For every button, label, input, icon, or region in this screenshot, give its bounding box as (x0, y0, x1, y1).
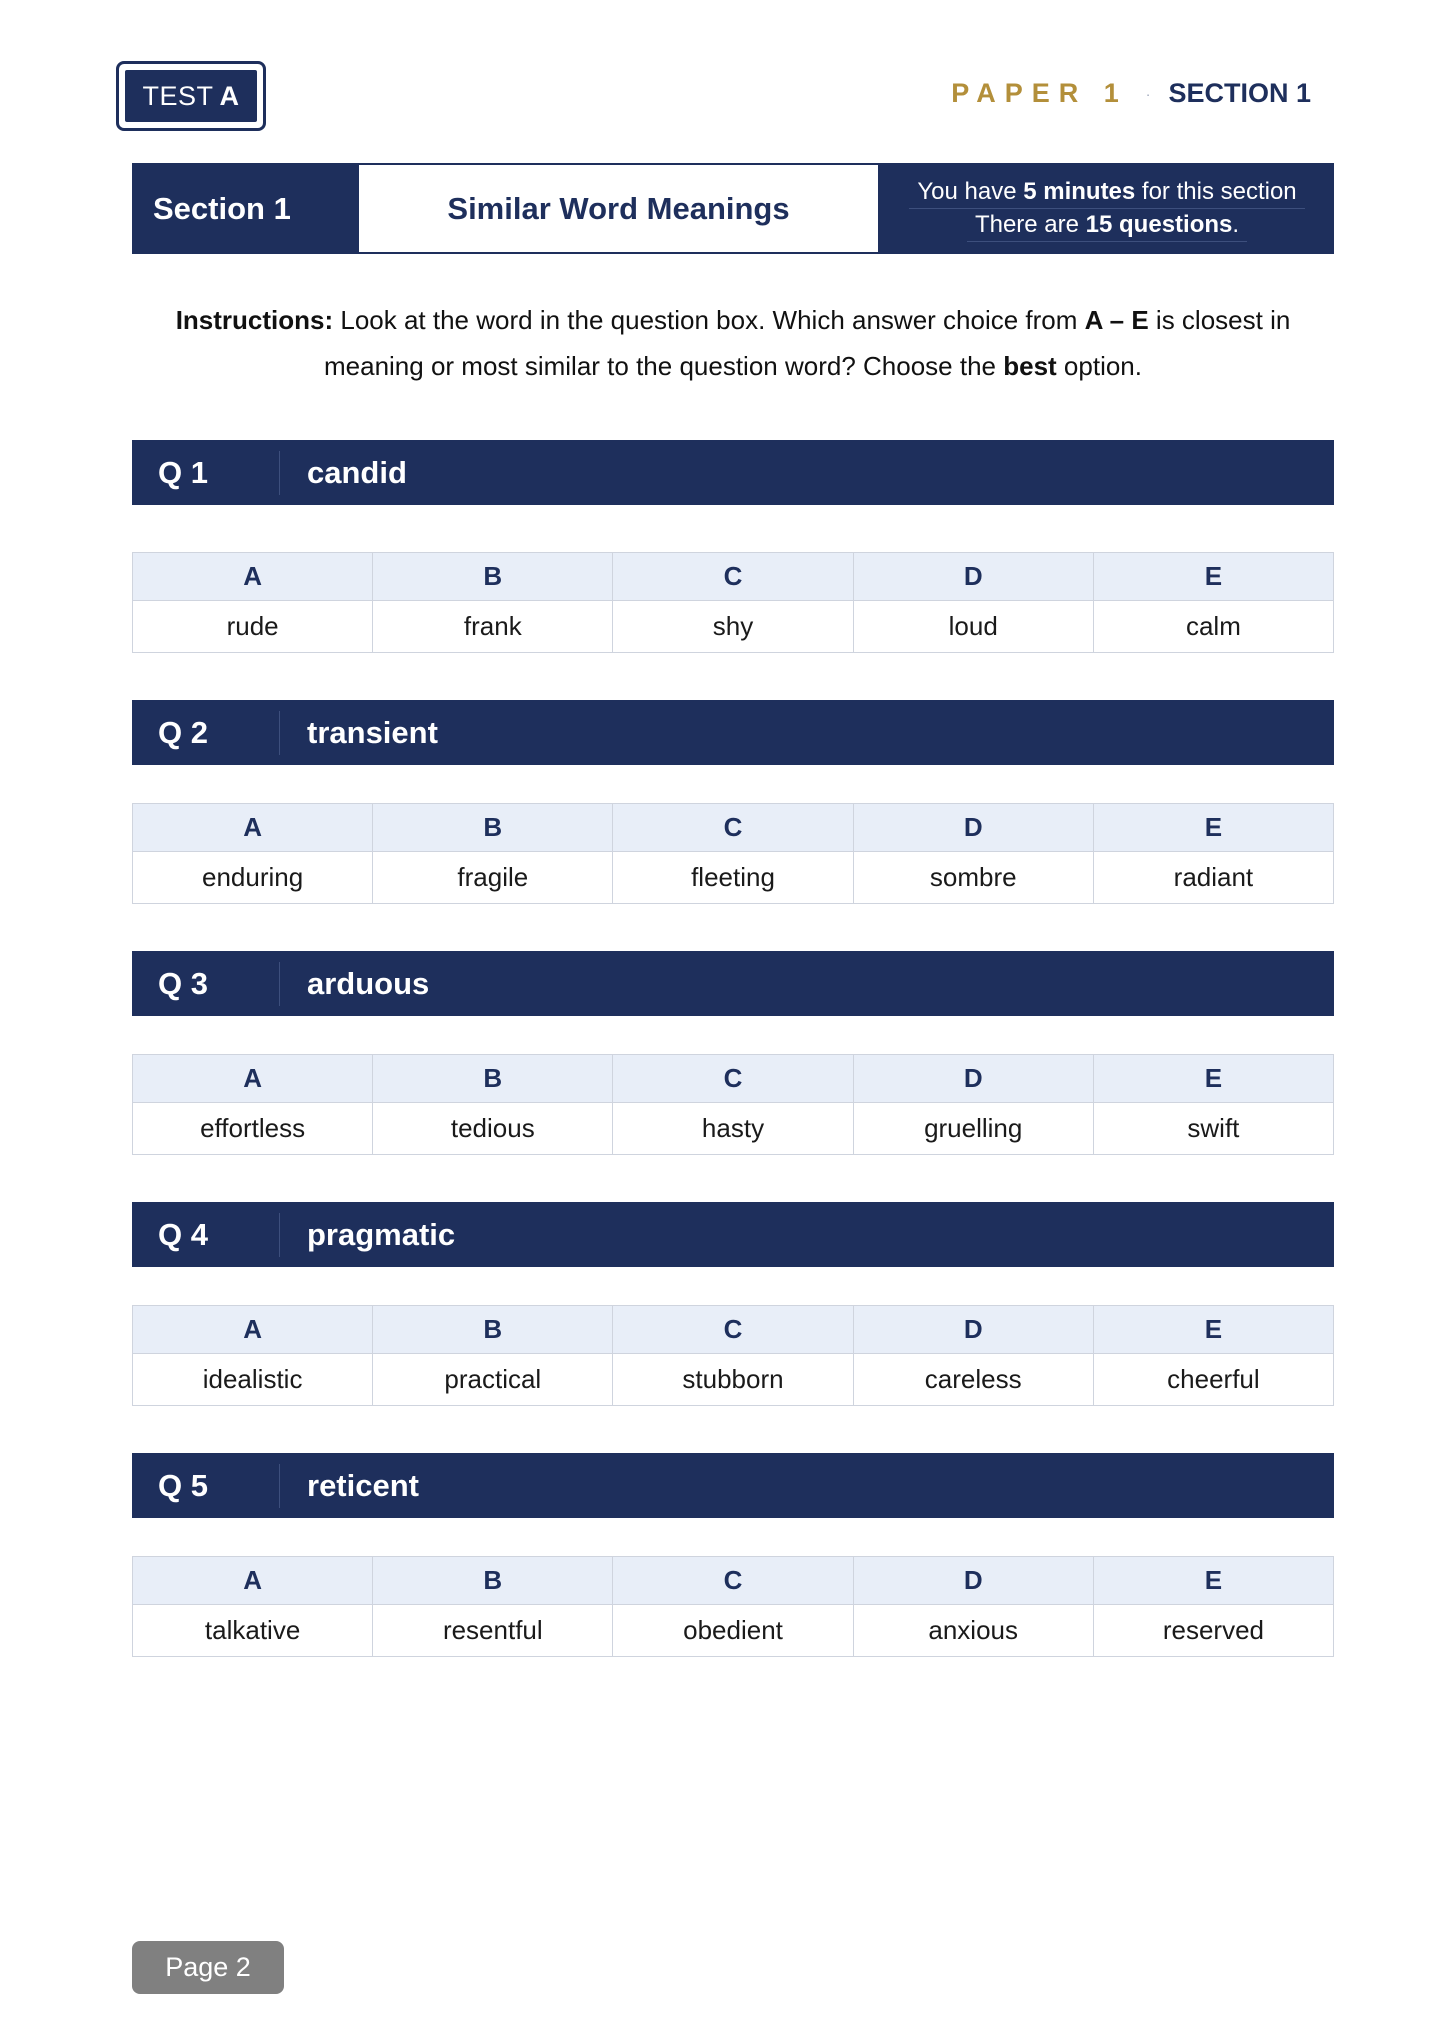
option-letter: B (373, 1557, 612, 1605)
time-post: for this section (1135, 177, 1297, 205)
option-a[interactable] (133, 553, 373, 652)
instructions (132, 297, 1334, 389)
question-2 (132, 700, 1334, 904)
question-5 (132, 1453, 1334, 1657)
question-word: candid (307, 454, 407, 490)
option-b[interactable] (373, 1306, 613, 1405)
option-c[interactable] (613, 1055, 853, 1154)
option-text: anxious (854, 1605, 1093, 1656)
instructions-best: best (1003, 351, 1057, 381)
option-text: swift (1094, 1103, 1333, 1154)
test-badge (116, 61, 266, 131)
option-letter: A (133, 804, 372, 852)
option-text: careless (854, 1354, 1093, 1405)
option-c[interactable] (613, 804, 853, 903)
question-4 (132, 1202, 1334, 1406)
option-e[interactable] (1094, 1306, 1333, 1405)
section-topic: Similar Word Meanings (357, 163, 880, 254)
options-table (132, 1305, 1334, 1406)
option-b[interactable] (373, 1055, 613, 1154)
option-text: cheerful (1094, 1354, 1333, 1405)
question-number: Q 5 (132, 1464, 280, 1508)
option-text: gruelling (854, 1103, 1093, 1154)
option-letter: D (854, 804, 1093, 852)
option-text: frank (373, 601, 612, 652)
option-letter: E (1094, 1306, 1333, 1354)
test-badge-inner (123, 68, 259, 124)
test-letter: A (219, 80, 240, 111)
question-number: Q 1 (132, 451, 280, 495)
section-title: Section 1 (153, 190, 291, 226)
option-text: fragile (373, 852, 612, 903)
option-text: idealistic (133, 1354, 372, 1405)
question-number: Q 4 (132, 1213, 280, 1257)
question-word: transient (307, 714, 438, 750)
option-a[interactable] (133, 1055, 373, 1154)
option-text: sombre (854, 852, 1093, 903)
option-letter: D (854, 1557, 1093, 1605)
count-pre: There are (974, 210, 1086, 238)
section-info (880, 163, 1334, 254)
header-separator: · (1145, 85, 1151, 102)
option-text: radiant (1094, 852, 1333, 903)
question-word: arduous (307, 965, 430, 1001)
option-letter: E (1094, 804, 1333, 852)
option-b[interactable] (373, 1557, 613, 1656)
option-text: enduring (133, 852, 372, 903)
option-text: reserved (1094, 1605, 1333, 1656)
option-a[interactable] (133, 804, 373, 903)
options-table (132, 1054, 1334, 1155)
option-text: hasty (613, 1103, 852, 1154)
option-letter: A (133, 1055, 372, 1103)
test-prefix: TEST (142, 80, 214, 111)
instructions-label: Instructions: (175, 305, 334, 335)
option-d[interactable] (854, 1055, 1094, 1154)
count-line (967, 209, 1247, 242)
option-letter: B (373, 1055, 612, 1103)
options-table (132, 552, 1334, 653)
option-text: resentful (373, 1605, 612, 1656)
option-letter: B (373, 1306, 612, 1354)
question-word: reticent (307, 1467, 419, 1503)
question-bar (132, 700, 1334, 765)
question-bar (132, 1202, 1334, 1267)
option-letter: D (854, 1055, 1093, 1103)
option-letter: A (133, 553, 372, 601)
options-table (132, 803, 1334, 904)
question-bar (132, 951, 1334, 1016)
option-letter: B (373, 553, 612, 601)
instructions-text2: is closest in meaning or most similar to the question word? Choose the (323, 305, 1291, 381)
options-table (132, 1556, 1334, 1657)
option-letter: E (1094, 1055, 1333, 1103)
option-d[interactable] (854, 553, 1094, 652)
question-bar (132, 440, 1334, 505)
instructions-text3: option. (1056, 351, 1142, 381)
instructions-range: A – E (1084, 305, 1149, 335)
option-b[interactable] (373, 804, 613, 903)
option-b[interactable] (373, 553, 613, 652)
option-a[interactable] (133, 1306, 373, 1405)
option-e[interactable] (1094, 804, 1333, 903)
option-d[interactable] (854, 1306, 1094, 1405)
page-number-badge: Page 2 (132, 1941, 284, 1994)
option-a[interactable] (133, 1557, 373, 1656)
option-text: fleeting (613, 852, 852, 903)
option-c[interactable] (613, 1557, 853, 1656)
option-text: obedient (613, 1605, 852, 1656)
option-letter: E (1094, 553, 1333, 601)
question-1 (132, 440, 1334, 653)
paper-label: PAPER 1 (951, 78, 1128, 108)
time-line (909, 176, 1304, 209)
option-e[interactable] (1094, 553, 1333, 652)
option-d[interactable] (854, 1557, 1094, 1656)
option-letter: C (613, 1557, 852, 1605)
question-word: pragmatic (307, 1216, 456, 1252)
option-letter: D (854, 553, 1093, 601)
option-text: talkative (133, 1605, 372, 1656)
option-letter: D (854, 1306, 1093, 1354)
count-post: . (1232, 210, 1240, 238)
section-label: SECTION 1 (1168, 78, 1311, 108)
question-number: Q 3 (132, 962, 280, 1006)
count-bold: 15 questions (1085, 210, 1233, 238)
section-bar (132, 163, 1334, 254)
option-text: calm (1094, 601, 1333, 652)
question-bar (132, 1453, 1334, 1518)
option-c[interactable] (613, 1306, 853, 1405)
option-text: tedious (373, 1103, 612, 1154)
option-letter: A (133, 1306, 372, 1354)
option-letter: C (613, 1306, 852, 1354)
option-c[interactable] (613, 553, 853, 652)
option-letter: A (133, 1557, 372, 1605)
option-text: practical (373, 1354, 612, 1405)
option-letter: C (613, 553, 852, 601)
option-text: loud (854, 601, 1093, 652)
question-number: Q 2 (132, 711, 280, 755)
question-3 (132, 951, 1334, 1155)
option-text: effortless (133, 1103, 372, 1154)
option-letter: C (613, 1055, 852, 1103)
time-pre: You have (917, 177, 1024, 205)
time-bold: 5 minutes (1023, 177, 1136, 205)
option-letter: B (373, 804, 612, 852)
option-d[interactable] (854, 804, 1094, 903)
option-letter: E (1094, 1557, 1333, 1605)
option-e[interactable] (1094, 1557, 1333, 1656)
instructions-text1: Look at the word in the question box. Which answer choice from (333, 305, 1085, 335)
option-text: rude (133, 601, 372, 652)
header-right (951, 78, 1311, 109)
option-text: shy (613, 601, 852, 652)
option-letter: C (613, 804, 852, 852)
option-e[interactable] (1094, 1055, 1333, 1154)
option-text: stubborn (613, 1354, 852, 1405)
